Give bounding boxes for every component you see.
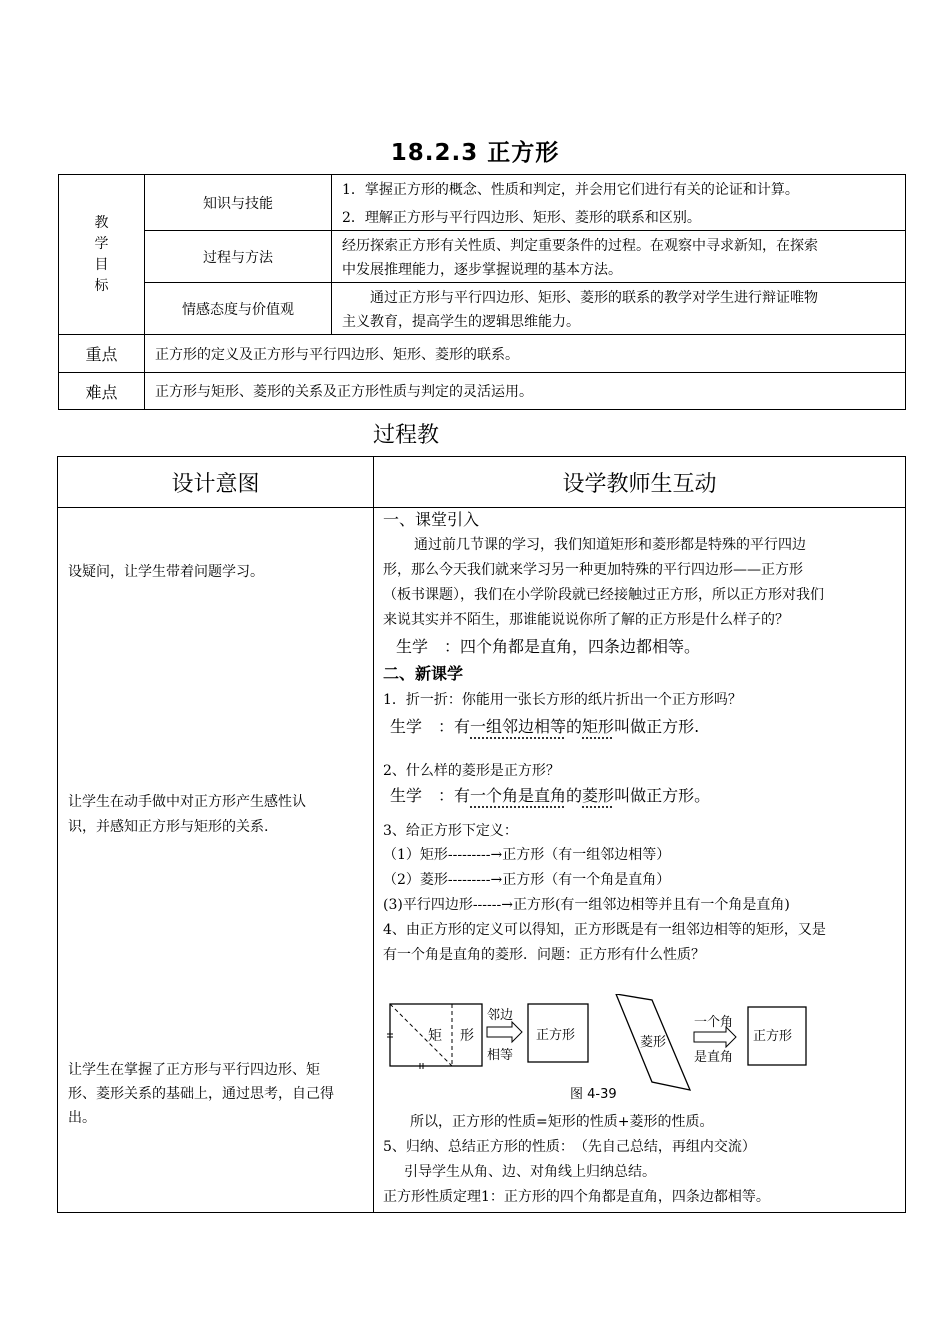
question-summarize: 5、归纳、总结正方形的性质： （先自己总结，再组内交流）	[383, 1139, 756, 1155]
question-define: 3、给正方形下定义：	[383, 823, 518, 839]
page-title: 18.2.3 正方形	[390, 140, 560, 166]
rect-label-2: 形	[460, 1028, 474, 1044]
intro-line-4: 来说其实并不陌生，那谁能说说你所了解的正方形是什么样子的？	[383, 612, 789, 628]
conclusion: 所以，正方形的性质=矩形的性质+菱形的性质。	[410, 1114, 714, 1130]
objective-name-3: 情感态度与价值观	[145, 283, 332, 335]
process-table	[57, 456, 906, 1213]
intro-line-3: （板书课题），我们在小学阶段就已经接触过正方形，所以正方形对我们	[383, 587, 824, 603]
section-intro-heading: 一、课堂引入	[383, 510, 480, 529]
intent-note-2-line-2: 识，并感知正方形与矩形的关系.	[68, 819, 269, 835]
column-header-left: 设计意图	[58, 457, 374, 508]
design-intent-cell	[58, 508, 374, 1213]
objective-content-3: 通过正方形与平行四边形、矩形、菱形的联系的教学对学生进行辩证唯物 主义教育，提高学生的逻辑思维能力。	[332, 283, 906, 335]
student-answer-3: 生学 ：有一个角是直角的菱形叫做正方形。	[390, 786, 711, 805]
rect-label-1: 矩	[428, 1028, 442, 1044]
difficulty-label: 难点	[59, 373, 145, 410]
key-point-text: 正方形的定义及正方形与平行四边形、矩形、菱形的联系。	[145, 335, 906, 373]
arrow2-label-top: 一个角	[694, 1015, 734, 1030]
figure-caption: 图 4-39	[570, 1087, 617, 1102]
arrow1-label-bottom: 相等	[487, 1048, 514, 1063]
difficulty-text: 正方形与矩形、菱形的关系及正方形性质与判定的灵活运用。	[145, 373, 906, 410]
column-header-right: 设学教师生互动	[374, 457, 906, 508]
objective-name-1: 知识与技能	[145, 175, 332, 231]
objective-content-2: 经历探索正方形有关性质、判定重要条件的过程。在观察中寻求新知，在探索 中发展推理能力，逐步掌握说理的基本方法。	[332, 231, 906, 283]
question-fold: 1．折一折：你能用一张长方形的纸片折出一个正方形吗？	[383, 692, 742, 708]
arrow1-label-top: 邻边	[487, 1008, 514, 1023]
square-label-1: 正方形	[536, 1028, 576, 1043]
student-answer-2: 生学 ：有一组邻边相等的矩形叫做正方形.	[390, 717, 700, 736]
objectives-label: 教学目标	[59, 175, 145, 335]
section-new-lesson-heading: 二、新课学	[383, 664, 464, 683]
diagonal-line	[390, 1004, 452, 1066]
arrow-1	[487, 1022, 522, 1042]
figure-4-39	[384, 994, 814, 1102]
intent-note-3-line-3: 出。	[68, 1110, 96, 1126]
intent-note-3-line-2: 形、菱形关系的基础上，通过思考，自己得	[68, 1086, 334, 1102]
arrow2-label-bottom: 是直角	[694, 1050, 734, 1065]
intent-note-2-line-1: 让学生在动手做中对正方形产生感性认	[68, 794, 306, 810]
objective-name-2: 过程与方法	[145, 231, 332, 283]
process-title: 过程教	[373, 423, 440, 448]
definition-2: （2）菱形---------→正方形（有一个角是直角）	[383, 872, 671, 888]
property-theorem-1: 正方形性质定理1：正方形的四个角都是直角，四条边都相等。	[383, 1189, 770, 1205]
rhombus-label: 菱形	[640, 1035, 667, 1050]
question-rhombus: 2、什么样的菱形是正方形？	[383, 763, 560, 779]
arrow-2	[694, 1027, 736, 1047]
intent-note-1: 设疑问，让学生带着问题学习。	[68, 564, 264, 580]
intro-line-1: 通过前几节课的学习，我们知道矩形和菱形都是特殊的平行四边	[414, 537, 806, 553]
intro-line-2: 形，那么今天我们就来学习另一种更加特殊的平行四边形——正方形	[383, 562, 803, 578]
objective-content-1: 1．掌握正方形的概念、性质和判定，并会用它们进行有关的论证和计算。 2．理解正方形与平行四边形、矩形、菱形的联系和区别。	[332, 175, 906, 231]
key-point-label: 重点	[59, 335, 145, 373]
question-property-line-1: 4、由正方形的定义可以得知，正方形既是有一组邻边相等的矩形，又是	[383, 922, 826, 938]
guide-text: 引导学生从角、边、对角线上归纳总结。	[404, 1164, 656, 1180]
intent-note-3-line-1: 让学生在掌握了正方形与平行四边形、矩	[68, 1062, 320, 1078]
square-label-2: 正方形	[753, 1029, 793, 1044]
definition-3: (3)平行四边形------→正方形(有一组邻边相等并且有一个角是直角)	[383, 897, 790, 913]
interaction-cell	[374, 508, 906, 1213]
question-property-line-2: 有一个角是直角的菱形．问题：正方形有什么性质？	[383, 947, 705, 963]
objectives-table	[58, 174, 906, 410]
definition-1: （1）矩形---------→正方形（有一组邻边相等）	[383, 847, 671, 863]
student-answer-1: 生学 ：四个角都是直角，四条边都相等。	[396, 637, 701, 656]
